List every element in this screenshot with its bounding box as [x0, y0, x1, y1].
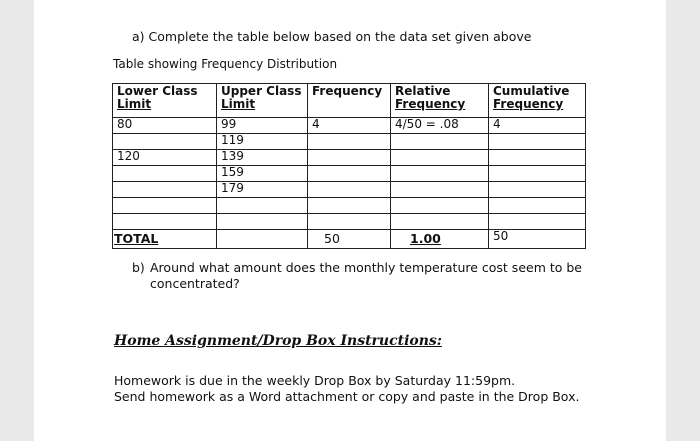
table-cell [308, 166, 391, 182]
table-cell [308, 134, 391, 150]
question-b [132, 260, 602, 292]
table-row [113, 134, 586, 150]
question-a-marker: a) [132, 29, 145, 44]
table-cell: 159 [217, 166, 308, 182]
table-cell: 99 [217, 118, 308, 134]
table-cell: 119 [217, 134, 308, 150]
instruction-line2: Send homework as a Word attachment or copy and paste in the Drop Box. [114, 389, 580, 404]
frequency-table [112, 83, 586, 249]
total-relative-frequency: 1.00 [410, 231, 441, 246]
table-cell [308, 230, 391, 249]
table-caption: Table showing Frequency Distribution [113, 57, 338, 71]
table-cell [308, 198, 391, 214]
table-cell: 120 [113, 150, 217, 166]
table-row [113, 118, 586, 134]
question-b-marker: b) [132, 260, 145, 275]
table-cell [217, 214, 308, 230]
table-cell [489, 134, 586, 150]
header-lower-class-limit: Lower Class Limit [113, 84, 217, 118]
table-cell: 50 [489, 230, 586, 249]
table-cell: 4 [489, 118, 586, 134]
question-a [132, 29, 531, 44]
table-cell: 139 [217, 150, 308, 166]
assignment-instructions [114, 373, 579, 405]
header-frequency: Frequency [308, 84, 391, 118]
table-cell [391, 150, 489, 166]
table-cell [391, 134, 489, 150]
question-b-line2: concentrated? [150, 276, 240, 291]
header-upper-class-limit: Upper Class Limit [217, 84, 308, 118]
table-row [113, 182, 586, 198]
table-cell [489, 150, 586, 166]
table-cell [113, 166, 217, 182]
table-header-row [113, 84, 586, 118]
table-cell: 4 [308, 118, 391, 134]
total-frequency: 50 [324, 231, 340, 246]
table-cell: 80 [113, 118, 217, 134]
table-cell [308, 182, 391, 198]
table-cell [217, 230, 308, 249]
table-cell: 4/50 = .08 [391, 118, 489, 134]
table-row [113, 214, 586, 230]
table-cell [391, 198, 489, 214]
table-cell [113, 134, 217, 150]
table-cell [308, 214, 391, 230]
table-cell [113, 182, 217, 198]
table-row [113, 198, 586, 214]
table-cell [308, 150, 391, 166]
table-cell [113, 198, 217, 214]
table-cell [217, 198, 308, 214]
total-label: TOTAL [114, 231, 159, 246]
table-cell [489, 198, 586, 214]
table-cell: 179 [217, 182, 308, 198]
table-cell [391, 214, 489, 230]
document-page [34, 0, 666, 441]
table-row [113, 230, 586, 249]
table-row [113, 166, 586, 182]
table-cell [391, 166, 489, 182]
table-cell [113, 214, 217, 230]
header-cumulative-frequency: Cumulative Frequency [489, 84, 586, 118]
table-cell [489, 166, 586, 182]
question-a-text: Complete the table below based on the data set given above [148, 29, 532, 44]
table-cell [391, 182, 489, 198]
question-b-line1: Around what amount does the monthly temperature cost seem to be [150, 260, 583, 275]
assignment-title: Home Assignment/Drop Box Instructions: [114, 333, 442, 349]
table-cell [489, 214, 586, 230]
header-relative-frequency: Relative Frequency [391, 84, 489, 118]
table-row [113, 150, 586, 166]
instruction-line1: Homework is due in the weekly Drop Box by Saturday 11:59pm. [114, 373, 516, 388]
table-cell [489, 182, 586, 198]
